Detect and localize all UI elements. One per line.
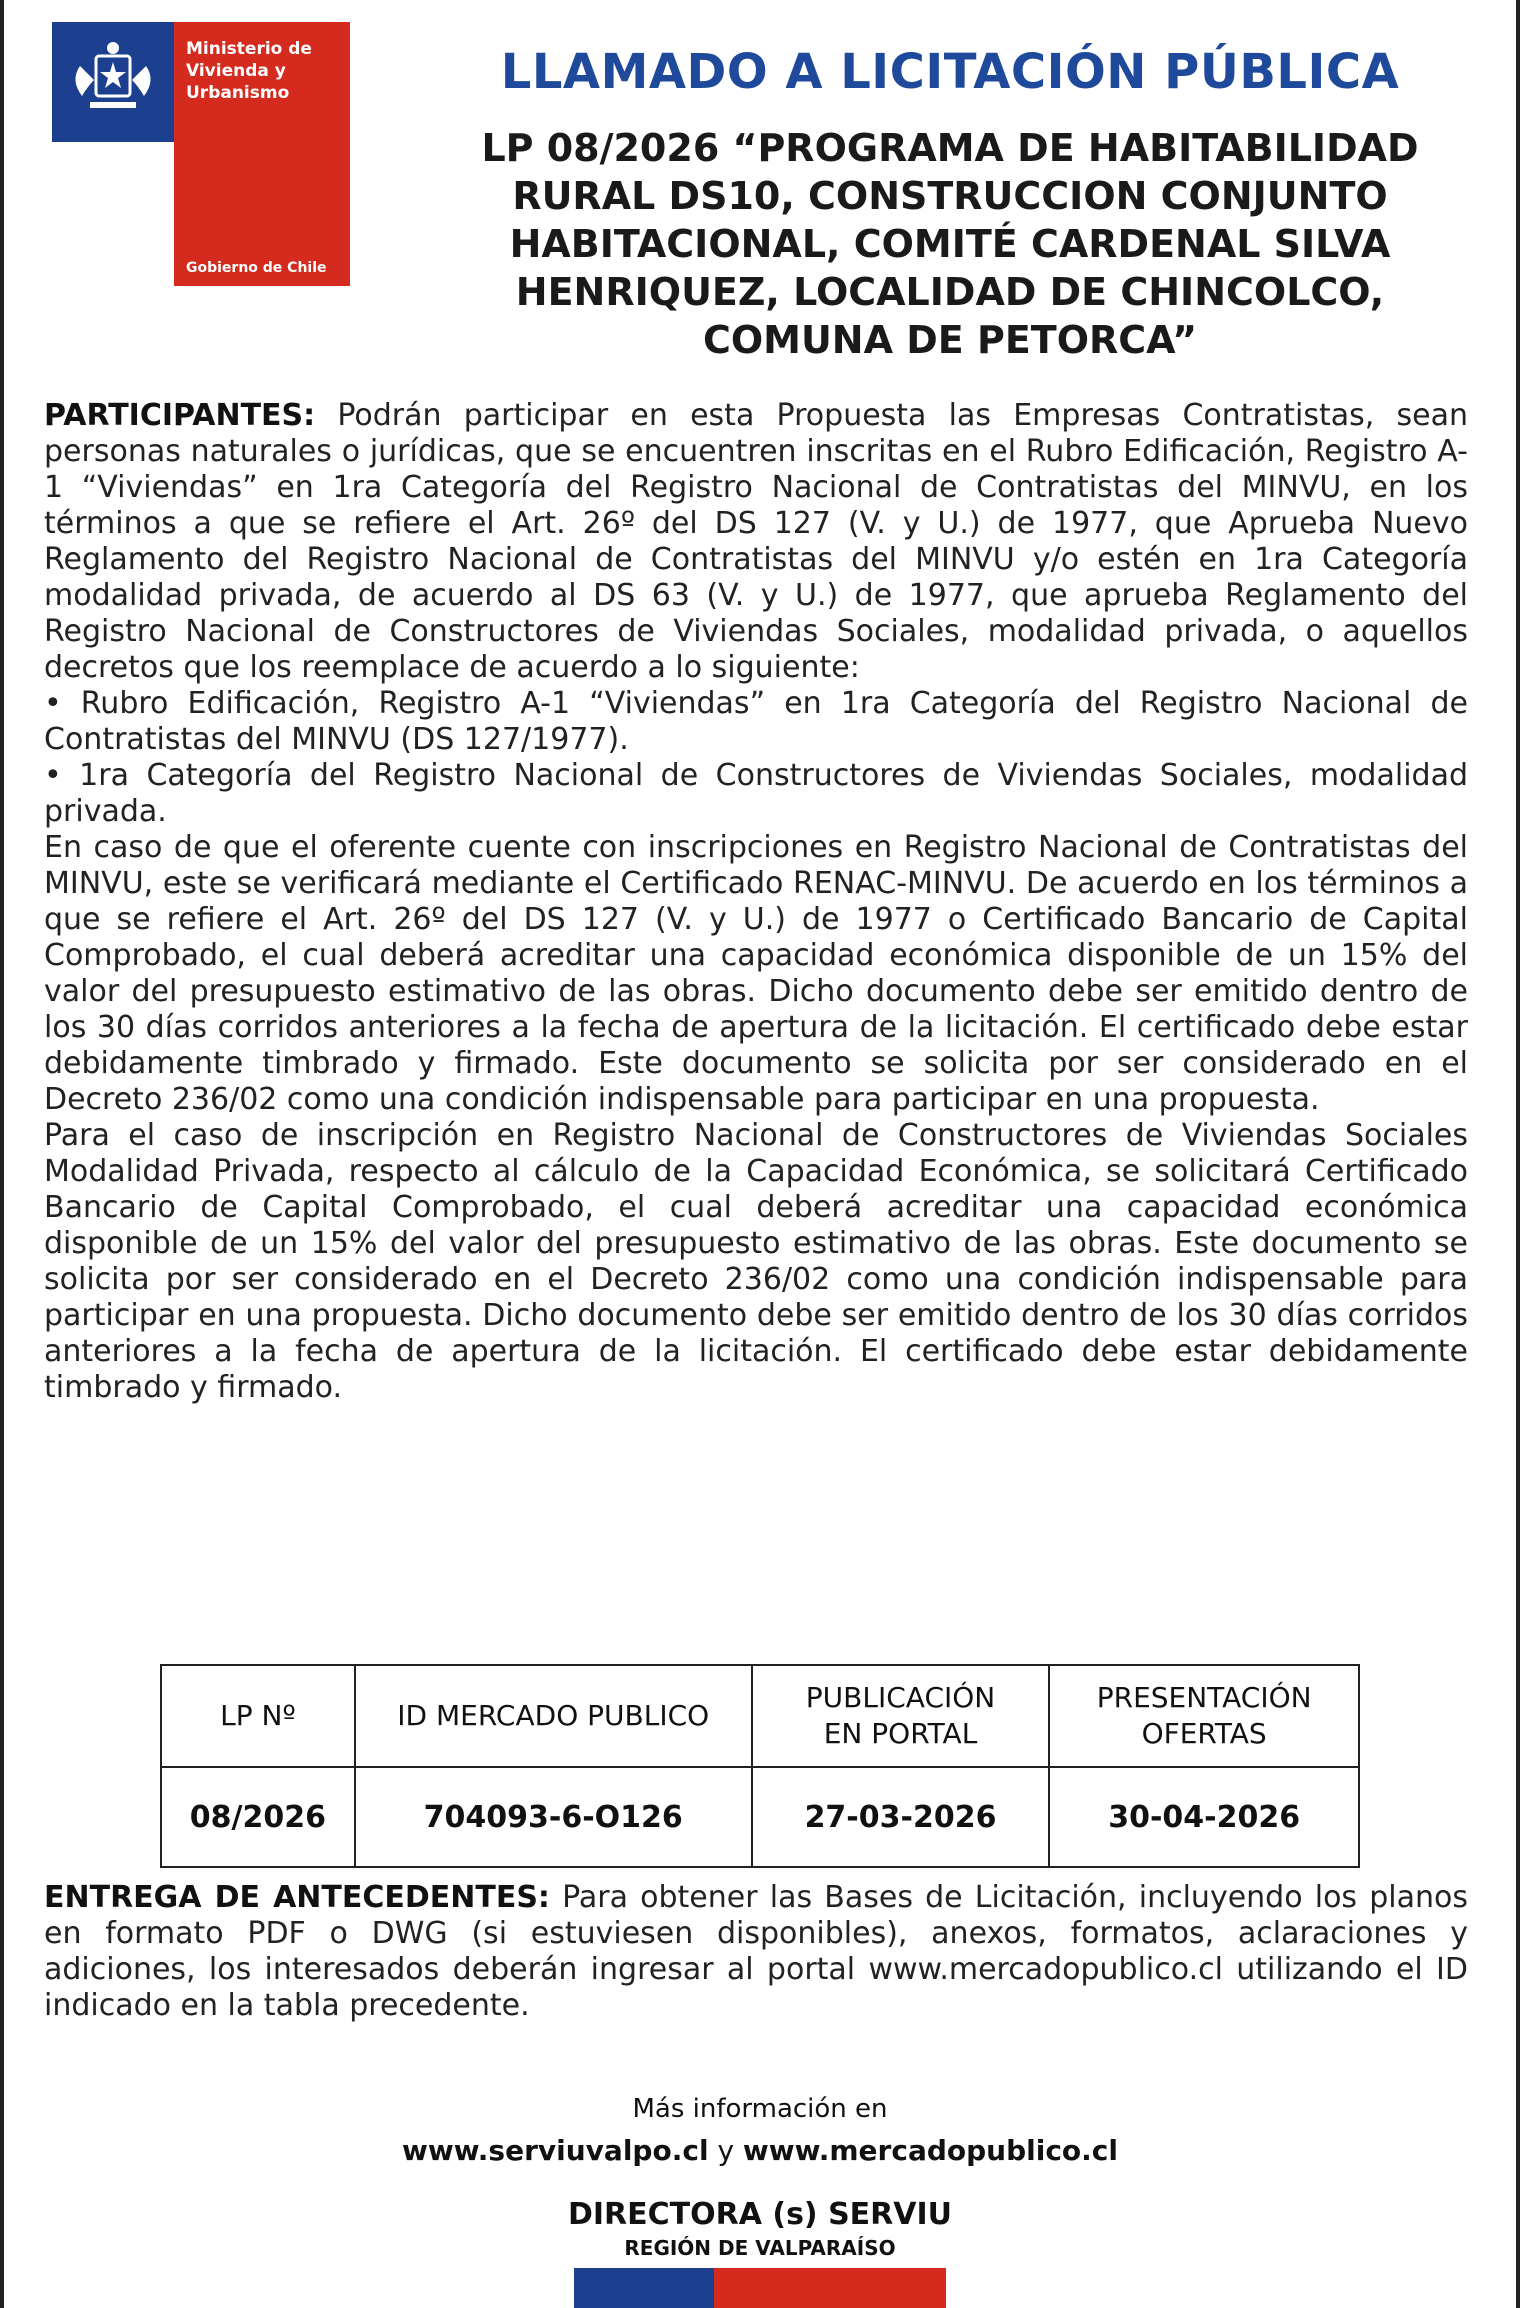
subtitle-line: LP 08/2026 “PROGRAMA DE HABITABILIDAD <box>481 126 1419 170</box>
sites-joiner: y <box>708 2134 743 2167</box>
header-publication-line: EN PORTAL <box>823 1717 978 1750</box>
logo-line: Vivienda y <box>186 61 286 81</box>
cell-mercado-id: 704093-6-O126 <box>355 1767 752 1867</box>
cell-publication-date: 27-03-2026 <box>752 1767 1050 1867</box>
tender-info-table <box>160 1664 1360 1868</box>
table-header-row <box>161 1665 1359 1767</box>
participants-heading: PARTICIPANTES: <box>44 398 316 433</box>
header-mercado-id: ID MERCADO PUBLICO <box>355 1665 752 1767</box>
subtitle-line: COMUNA DE PETORCA” <box>702 318 1198 362</box>
participants-section <box>44 398 1468 1406</box>
header-publication <box>752 1665 1050 1767</box>
header-submission-line: OFERTAS <box>1141 1717 1267 1750</box>
more-info-label: Más información en <box>632 2094 888 2124</box>
cell-lp-number: 08/2026 <box>161 1767 355 1867</box>
header-submission <box>1049 1665 1359 1767</box>
participants-intro <box>44 398 1468 686</box>
header-submission-line: PRESENTACIÓN <box>1096 1681 1312 1714</box>
subtitle-line: RURAL DS10, CONSTRUCCION CONJUNTO <box>512 174 1388 218</box>
logo-line: Urbanismo <box>186 83 290 103</box>
page-title: LLAMADO A LICITACIÓN PÚBLICA <box>500 44 1400 100</box>
logo-ministry-name <box>186 38 346 104</box>
delivery-section <box>44 1880 1468 2024</box>
mercadopublico-link[interactable]: www.mercadopublico.cl <box>742 2134 1118 2167</box>
flag-bar <box>574 2268 946 2308</box>
logo-government: Gobierno de Chile <box>186 260 327 276</box>
participants-bullet: • Rubro Edificación, Registro A-1 “Viviendas” en 1ra Categoría del Registro Nacional de Contratistas del MINVU (DS 127/1977). <box>44 686 1468 757</box>
header-publication-line: PUBLICACIÓN <box>805 1681 996 1714</box>
participants-paragraph: Para el caso de inscripción en Registro Nacional de Constructores de Viviendas Sociales Modalidad Privada, respecto al cálculo de la Capacidad Económica, se solicitará Certificado Bancario de Capital Comprobado, el cual deberá acreditar una capacidad económica disponible de un 15% del valor del presupuesto estimativo de las obras. Este documento se solicita por ser considerado en el Decreto 236/02 como una condición indispensable para participar en una propuesta. Dicho documento debe ser emitido dentro de los 30 días corridos anteriores a la fecha de apertura de la licitación. El certificado debe estar debidamente timbrado y firmado. <box>44 1118 1468 1405</box>
serviu-link[interactable]: www.serviuvalpo.cl <box>401 2134 709 2167</box>
ministry-logo <box>52 22 350 286</box>
logo-line: Ministerio de <box>186 39 312 59</box>
signatory-title: DIRECTORA (s) SERVIU <box>567 2197 953 2232</box>
flag-bar-red <box>714 2268 946 2308</box>
header-lp-number: LP Nº <box>161 1665 355 1767</box>
border-left <box>0 0 4 2308</box>
footer <box>0 2094 1520 2260</box>
signatory-region: REGIÓN DE VALPARAÍSO <box>624 2236 896 2260</box>
border-right <box>1516 0 1520 2308</box>
delivery-text: Para obtener las Bases de Licitación, incluyendo los planos en formato PDF o DWG (si estuviesen disponibles), anexos, formatos, aclaraciones y adiciones, los interesados deberán ingresar al portal www.mercadopublico.cl utilizando el ID indicado en la tabla precedente. <box>44 1880 1469 2023</box>
delivery-heading: ENTREGA DE ANTECEDENTES: <box>44 1880 550 1915</box>
participants-intro-text: Podrán participar en esta Propuesta las Empresas Contratistas, sean personas naturales o jurídicas, que se encuentren inscritas en el Rubro Edificación, Registro A-1 “Viviendas” en 1ra Categoría del Registro Nacional de Contratistas del MINVU, en los términos a que se refiere el Art. 26º del DS 127 (V. y U.) de 1977, que Aprueba Nuevo Reglamento del Registro Nacional de Contratistas del MINVU y/o estén en 1ra Categoría modalidad privada, de acuerdo al DS 63 (V. y U.) de 1977, que aprueba Reglamento del Registro Nacional de Constructores de Viviendas Sociales, modalidad privada, o aquellos decretos que los reemplace de acuerdo a lo siguiente: <box>44 398 1468 685</box>
table-row <box>161 1767 1359 1867</box>
participants-bullet: • 1ra Categoría del Registro Nacional de Constructores de Viviendas Sociales, modalidad privada. <box>44 758 1468 829</box>
subtitle-line: HENRIQUEZ, LOCALIDAD DE CHINCOLCO, <box>515 270 1385 314</box>
flag-bar-blue <box>574 2268 714 2308</box>
subtitle-line: HABITACIONAL, COMITÉ CARDENAL SILVA <box>509 222 1391 266</box>
footer-sites <box>0 2134 1520 2167</box>
tender-subtitle <box>410 124 1490 364</box>
participants-paragraph: En caso de que el oferente cuente con inscripciones en Registro Nacional de Contratistas del MINVU, este se verificará mediante el Certificado RENAC-MINVU. De acuerdo en los términos a que se refiere el Art. 26º del DS 127 (V. y U.) de 1977 o Certificado Bancario de Capital Comprobado, el cual deberá acreditar una capacidad económica disponible de un 15% del valor del presupuesto estimativo de las obras. Dicho documento debe ser emitido dentro de los 30 días corridos anteriores a la fecha de apertura de la licitación. El certificado debe estar debidamente timbrado y firmado. Este documento se solicita por ser considerado en el Decreto 236/02 como una condición indispensable para participar en una propuesta. <box>44 830 1468 1117</box>
coat-of-arms-icon <box>60 36 166 132</box>
cell-submission-date: 30-04-2026 <box>1049 1767 1359 1867</box>
